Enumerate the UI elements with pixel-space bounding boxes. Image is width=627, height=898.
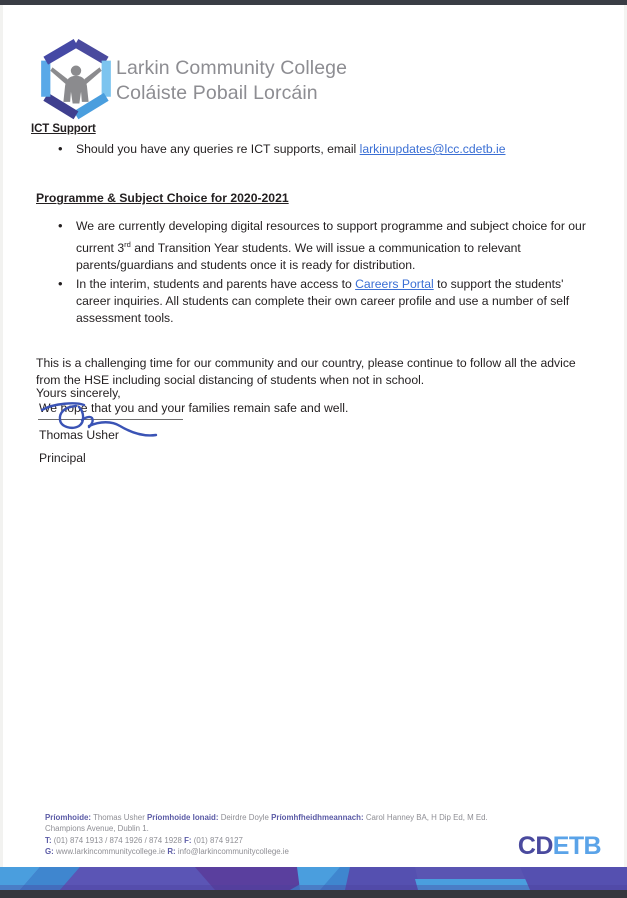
- footer-value-ceo: Carol Hanney BA, H Dip Ed, M Ed.: [363, 813, 488, 822]
- signature-block: [36, 386, 316, 476]
- cdetb-logo-etb: ETB: [552, 832, 601, 860]
- list-item: [76, 276, 596, 328]
- footer-phone-line: [45, 835, 585, 846]
- decorative-footer-band: [0, 867, 627, 890]
- careers-portal-link[interactable]: Careers Portal: [355, 277, 434, 292]
- footer-label-tel: T:: [45, 835, 52, 845]
- footer-value-principal: Thomas Usher: [91, 813, 148, 822]
- bullet-2-text-a: In the interim, students and parents have access to: [76, 277, 356, 292]
- ict-bullet-text: Should you have any queries re ICT supports, email: [76, 142, 360, 156]
- footer-label-web: G:: [45, 847, 54, 857]
- programme-bullet-list: [36, 218, 596, 327]
- letter-body: [36, 141, 596, 417]
- scan-edge-top: [0, 0, 627, 5]
- letterhead: [30, 36, 450, 136]
- footer-label-fax: F:: [184, 835, 192, 845]
- footer-address-line: Champions Avenue, Dublin 1.: [45, 824, 149, 834]
- footer-label-email: R:: [167, 847, 176, 857]
- bullet-1-text-b: and Transition Year students. We will issue a communication to relevant parents/guardians and students once it is ready for distribution.: [76, 240, 521, 272]
- scan-edge-bottom: [0, 890, 627, 898]
- bullet-2-text-b: to support the students' career inquiries. All students can complete their own career profile and use a number of self assessment tools.: [76, 277, 570, 326]
- footer-label-ceo: Príomhfheidhmeannach:: [271, 813, 364, 822]
- cdetb-logo-cd: CD: [517, 832, 553, 860]
- cdetb-logo: [518, 834, 601, 859]
- email-link[interactable]: larkinupdates@lcc.cdetb.ie: [359, 142, 506, 156]
- footer-contact-block: [45, 812, 585, 858]
- scan-edge-left: [0, 5, 3, 890]
- footer-value-tel: (01) 874 1913 / 874 1926 / 874 1928: [51, 835, 185, 845]
- school-name-irish: Coláiste Pobail Lorcáin: [116, 82, 318, 104]
- sign-off-text: Yours sincerely,: [36, 386, 121, 400]
- school-name: [116, 56, 347, 106]
- programme-subject-choice-heading: Programme & Subject Choice for 2020-2021: [36, 191, 289, 206]
- bullet-1-text-a: We are currently developing digital resources to support programme and subject choice for our current 3: [76, 219, 586, 255]
- signer-role: Principal: [39, 451, 86, 465]
- handwritten-signature: [32, 390, 222, 452]
- footer-staff-line: [45, 812, 585, 823]
- school-logo: [30, 36, 122, 124]
- closing-paragraph-2: We hope that you and your families remain safe and well.: [39, 401, 349, 416]
- closing-paragraph-1: This is a challenging time for our community and our country, please continue to follow all the advice from the HSE including social distancing of students when not in school.: [36, 355, 576, 387]
- hexagon-crest-icon: [34, 38, 118, 122]
- footer-web-line: [45, 846, 585, 857]
- signer-name: Thomas Usher: [39, 428, 119, 442]
- list-item: [76, 141, 596, 158]
- ict-support-bullet-list: [36, 141, 596, 158]
- list-item: [76, 218, 596, 274]
- ict-support-heading: ICT Support: [31, 123, 96, 135]
- footer-value-web: www.larkincommunitycollege.ie: [53, 847, 168, 857]
- bullet-1-ordinal-suffix: rd: [124, 239, 131, 249]
- footer-value-email: info@larkincommunitycollege.ie: [175, 847, 289, 857]
- school-name-english: Larkin Community College: [116, 57, 348, 79]
- footer-label-principal: Príomhoide:: [45, 813, 92, 822]
- footer-value-fax: (01) 874 9127: [191, 835, 243, 845]
- footer-label-deputy: Príomhoide Ionaid:: [147, 813, 219, 822]
- footer-value-deputy: Deirdre Doyle: [218, 813, 272, 822]
